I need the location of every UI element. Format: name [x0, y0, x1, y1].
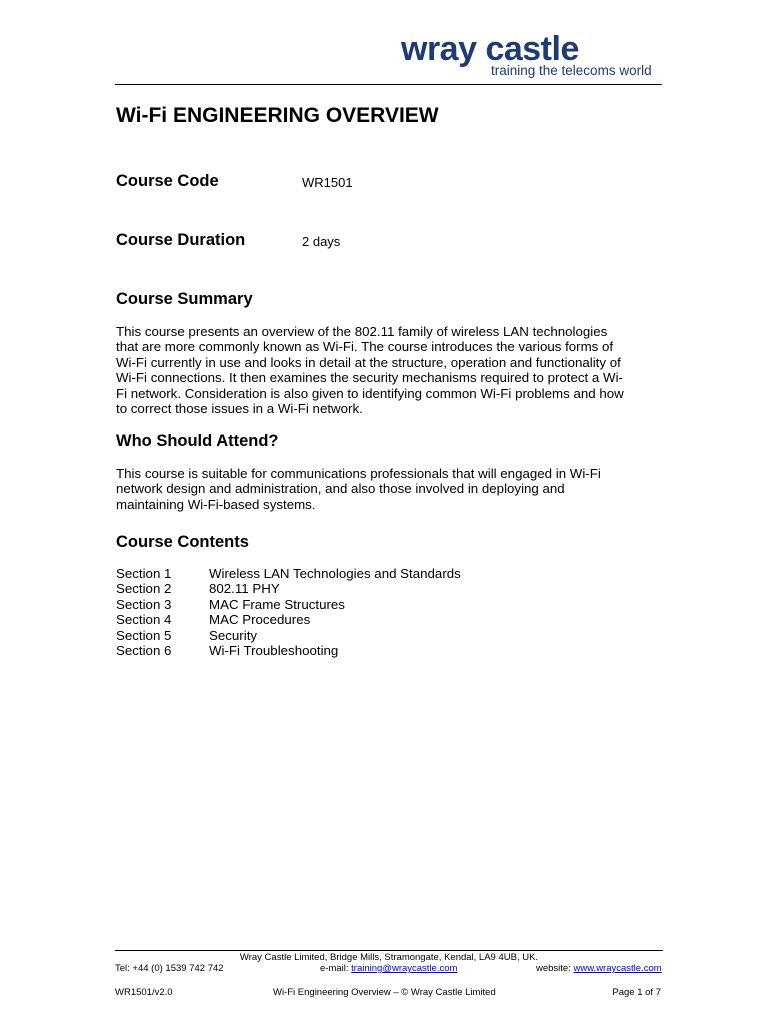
course-summary-text: [116, 324, 664, 416]
summary-line: Fi network. Consideration is also given to identifying common Wi-Fi problems and how: [116, 385, 624, 401]
footer-telephone: Tel: +44 (0) 1539 742 742: [115, 963, 224, 974]
website-label: website:: [536, 963, 574, 974]
summary-line: that are more commonly known as Wi-Fi. The course introduces the various forms of: [116, 339, 614, 355]
wray-castle-logo: [395, 30, 663, 80]
logo-tagline: training the telecoms world: [491, 63, 652, 78]
email-link[interactable]: training@wraycastle.com: [351, 963, 458, 974]
course-sections-list: [116, 566, 461, 658]
course-duration-value: 2 days: [302, 234, 341, 249]
attend-line: maintaining Wi-Fi-based systems.: [116, 496, 316, 512]
section-item: [116, 581, 461, 596]
course-code-value: WR1501: [302, 175, 353, 190]
who-should-attend-text: [116, 466, 664, 512]
section-title: 802.11 PHY: [209, 581, 280, 597]
course-code-label: Course Code: [116, 172, 219, 190]
section-number: Section 4: [116, 612, 172, 628]
summary-line: Wi-Fi connections. It then examines the security mechanisms required to protect a Wi-: [116, 370, 623, 386]
footer-email: [320, 963, 457, 975]
page-number: Page 1 of 7: [612, 987, 661, 998]
page-title: Wi-Fi ENGINEERING OVERVIEW: [116, 104, 439, 127]
section-title: Security: [209, 627, 258, 643]
footer-divider: [115, 950, 663, 951]
section-number: Section 5: [116, 627, 172, 643]
section-title: Wireless LAN Technologies and Standards: [209, 566, 461, 581]
attend-line: network design and administration, and also those involved in deploying and: [116, 481, 565, 497]
section-title: Wi-Fi Troubleshooting: [209, 642, 339, 658]
attend-line: This course is suitable for communications professionals that will engaged in Wi-Fi: [116, 466, 601, 481]
document-reference: WR1501/v2.0: [115, 987, 173, 998]
section-item: [116, 612, 461, 627]
summary-line: Wi-Fi currently in use and looks in detail at the structure, operation and functionality of: [116, 354, 621, 370]
section-number: Section 3: [116, 596, 172, 612]
course-summary-heading: Course Summary: [116, 290, 253, 308]
section-title: MAC Frame Structures: [209, 596, 345, 612]
course-contents-heading: Course Contents: [116, 533, 249, 551]
summary-line: This course presents an overview of the 802.11 family of wireless LAN technologies: [116, 324, 608, 339]
footer-website: [536, 963, 662, 975]
logo-name: wray castle: [401, 30, 579, 68]
footer-address: Wray Castle Limited, Bridge Mills, Stramongate, Kendal, LA9 4UB, UK.: [239, 952, 539, 963]
who-should-attend-heading: Who Should Attend?: [116, 432, 279, 450]
course-duration-label: Course Duration: [116, 231, 246, 249]
section-item: [116, 643, 461, 658]
summary-line: to correct those issues in a Wi-Fi network.: [116, 401, 363, 417]
section-number: Section 6: [116, 642, 172, 658]
header-divider: [115, 84, 662, 85]
section-number: Section 1: [116, 566, 172, 581]
website-link[interactable]: www.wraycastle.com: [573, 963, 662, 974]
section-item: [116, 628, 461, 643]
section-number: Section 2: [116, 581, 172, 597]
footer-copyright: Wi-Fi Engineering Overview – © Wray Castle Limited: [273, 987, 496, 998]
email-label: e-mail:: [320, 963, 352, 974]
section-item: [116, 566, 461, 581]
section-item: [116, 597, 461, 612]
section-title: MAC Procedures: [209, 612, 311, 628]
